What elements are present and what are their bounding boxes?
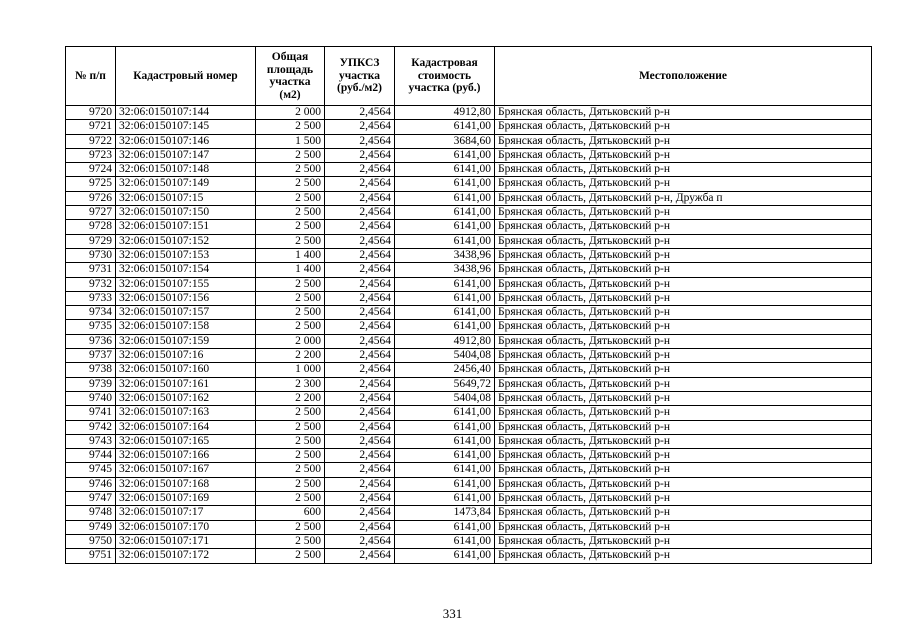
cell-area: 2 500 <box>256 449 325 463</box>
cell-location: Брянская область, Дятьковский р-н <box>495 277 872 291</box>
cell-cadastral-number: 32:06:0150107:164 <box>116 420 256 434</box>
cell-cadastral-number: 32:06:0150107:168 <box>116 477 256 491</box>
cell-num: 9742 <box>66 420 116 434</box>
table-row <box>66 406 872 420</box>
cell-area: 1 000 <box>256 363 325 377</box>
cell-area: 2 500 <box>256 477 325 491</box>
cell-location: Брянская область, Дятьковский р-н <box>495 420 872 434</box>
cell-num: 9732 <box>66 277 116 291</box>
cell-upksz: 2,4564 <box>325 449 395 463</box>
cell-area: 2 000 <box>256 106 325 120</box>
table-row <box>66 234 872 248</box>
cell-area: 2 200 <box>256 391 325 405</box>
cell-upksz: 2,4564 <box>325 206 395 220</box>
cell-num: 9723 <box>66 148 116 162</box>
cell-location: Брянская область, Дятьковский р-н <box>495 377 872 391</box>
cell-location: Брянская область, Дятьковский р-н <box>495 334 872 348</box>
cell-area: 2 500 <box>256 220 325 234</box>
cell-cadastral-value: 6141,00 <box>395 220 495 234</box>
cell-cadastral-value: 6141,00 <box>395 234 495 248</box>
cell-location: Брянская область, Дятьковский р-н <box>495 177 872 191</box>
cell-num: 9748 <box>66 506 116 520</box>
cell-cadastral-value: 6141,00 <box>395 434 495 448</box>
cell-cadastral-number: 32:06:0150107:147 <box>116 148 256 162</box>
cell-upksz: 2,4564 <box>325 434 395 448</box>
table-row <box>66 291 872 305</box>
table-row <box>66 534 872 548</box>
table-row <box>66 420 872 434</box>
cell-area: 2 500 <box>256 234 325 248</box>
cell-cadastral-number: 32:06:0150107:154 <box>116 263 256 277</box>
cell-area: 2 300 <box>256 377 325 391</box>
cell-cadastral-value: 6141,00 <box>395 120 495 134</box>
cell-location: Брянская область, Дятьковский р-н <box>495 163 872 177</box>
cell-upksz: 2,4564 <box>325 148 395 162</box>
table-row <box>66 106 872 120</box>
cell-cadastral-value: 6141,00 <box>395 163 495 177</box>
cell-area: 2 500 <box>256 191 325 205</box>
cell-area: 2 500 <box>256 406 325 420</box>
cell-location: Брянская область, Дятьковский р-н <box>495 492 872 506</box>
cell-upksz: 2,4564 <box>325 306 395 320</box>
cell-location: Брянская область, Дятьковский р-н <box>495 391 872 405</box>
cell-location: Брянская область, Дятьковский р-н <box>495 206 872 220</box>
cell-cadastral-value: 6141,00 <box>395 449 495 463</box>
cell-area: 2 500 <box>256 534 325 548</box>
cell-num: 9749 <box>66 520 116 534</box>
cell-upksz: 2,4564 <box>325 420 395 434</box>
cell-num: 9731 <box>66 263 116 277</box>
cell-cadastral-number: 32:06:0150107:149 <box>116 177 256 191</box>
table-row <box>66 134 872 148</box>
cell-cadastral-number: 32:06:0150107:172 <box>116 549 256 563</box>
cell-upksz: 2,4564 <box>325 377 395 391</box>
cell-cadastral-value: 6141,00 <box>395 291 495 305</box>
cell-location: Брянская область, Дятьковский р-н <box>495 477 872 491</box>
cell-cadastral-number: 32:06:0150107:157 <box>116 306 256 320</box>
cell-area: 2 500 <box>256 434 325 448</box>
cell-upksz: 2,4564 <box>325 349 395 363</box>
cell-cadastral-value: 6141,00 <box>395 492 495 506</box>
table-row <box>66 477 872 491</box>
cell-cadastral-value: 3438,96 <box>395 248 495 262</box>
cell-num: 9747 <box>66 492 116 506</box>
cell-area: 2 500 <box>256 492 325 506</box>
table-row <box>66 363 872 377</box>
cell-cadastral-number: 32:06:0150107:17 <box>116 506 256 520</box>
table-header-row <box>66 47 872 106</box>
cell-num: 9751 <box>66 549 116 563</box>
cell-cadastral-value: 2456,40 <box>395 363 495 377</box>
cell-cadastral-number: 32:06:0150107:171 <box>116 534 256 548</box>
cell-num: 9746 <box>66 477 116 491</box>
table-row <box>66 391 872 405</box>
cell-num: 9736 <box>66 334 116 348</box>
cell-upksz: 2,4564 <box>325 277 395 291</box>
cell-location: Брянская область, Дятьковский р-н <box>495 434 872 448</box>
cell-cadastral-number: 32:06:0150107:159 <box>116 334 256 348</box>
cell-cadastral-value: 6141,00 <box>395 206 495 220</box>
cell-cadastral-value: 6141,00 <box>395 463 495 477</box>
table-row <box>66 349 872 363</box>
table-row <box>66 220 872 234</box>
cell-cadastral-number: 32:06:0150107:167 <box>116 463 256 477</box>
cell-area: 600 <box>256 506 325 520</box>
table-row <box>66 148 872 162</box>
cell-upksz: 2,4564 <box>325 291 395 305</box>
cell-num: 9745 <box>66 463 116 477</box>
table-row <box>66 492 872 506</box>
cell-cadastral-number: 32:06:0150107:156 <box>116 291 256 305</box>
cell-upksz: 2,4564 <box>325 506 395 520</box>
cell-cadastral-number: 32:06:0150107:165 <box>116 434 256 448</box>
cell-num: 9740 <box>66 391 116 405</box>
cell-upksz: 2,4564 <box>325 534 395 548</box>
cell-area: 2 500 <box>256 120 325 134</box>
cell-upksz: 2,4564 <box>325 334 395 348</box>
cell-upksz: 2,4564 <box>325 248 395 262</box>
cell-cadastral-value: 5404,08 <box>395 349 495 363</box>
table-row <box>66 306 872 320</box>
header-cadastral-number: Кадастровый номер <box>116 47 256 106</box>
cell-cadastral-value: 6141,00 <box>395 148 495 162</box>
header-num: № п/п <box>66 47 116 106</box>
table-row <box>66 463 872 477</box>
table-row <box>66 120 872 134</box>
cell-area: 2 200 <box>256 349 325 363</box>
cell-upksz: 2,4564 <box>325 106 395 120</box>
cell-cadastral-number: 32:06:0150107:145 <box>116 120 256 134</box>
cell-cadastral-number: 32:06:0150107:155 <box>116 277 256 291</box>
table-row <box>66 206 872 220</box>
table-row <box>66 263 872 277</box>
cell-cadastral-number: 32:06:0150107:166 <box>116 449 256 463</box>
cell-location: Брянская область, Дятьковский р-н <box>495 534 872 548</box>
cell-area: 2 500 <box>256 163 325 177</box>
cell-area: 2 500 <box>256 277 325 291</box>
cell-upksz: 2,4564 <box>325 406 395 420</box>
table-row <box>66 163 872 177</box>
cell-location: Брянская область, Дятьковский р-н <box>495 320 872 334</box>
cell-cadastral-number: 32:06:0150107:153 <box>116 248 256 262</box>
cell-cadastral-value: 6141,00 <box>395 477 495 491</box>
cell-num: 9721 <box>66 120 116 134</box>
cell-area: 2 500 <box>256 206 325 220</box>
cell-upksz: 2,4564 <box>325 520 395 534</box>
cell-upksz: 2,4564 <box>325 177 395 191</box>
table-row <box>66 549 872 563</box>
cell-area: 2 500 <box>256 306 325 320</box>
cell-location: Брянская область, Дятьковский р-н <box>495 263 872 277</box>
cell-cadastral-number: 32:06:0150107:150 <box>116 206 256 220</box>
cell-num: 9750 <box>66 534 116 548</box>
cell-upksz: 2,4564 <box>325 477 395 491</box>
cell-num: 9735 <box>66 320 116 334</box>
cell-cadastral-number: 32:06:0150107:158 <box>116 320 256 334</box>
cell-cadastral-number: 32:06:0150107:161 <box>116 377 256 391</box>
table-row <box>66 191 872 205</box>
cell-upksz: 2,4564 <box>325 120 395 134</box>
cell-num: 9743 <box>66 434 116 448</box>
table-row <box>66 334 872 348</box>
cell-cadastral-number: 32:06:0150107:170 <box>116 520 256 534</box>
cell-location: Брянская область, Дятьковский р-н, Дружба п <box>495 191 872 205</box>
cell-cadastral-value: 6141,00 <box>395 534 495 548</box>
cell-cadastral-value: 6141,00 <box>395 520 495 534</box>
table-row <box>66 520 872 534</box>
cell-cadastral-value: 5404,08 <box>395 391 495 405</box>
cell-upksz: 2,4564 <box>325 363 395 377</box>
cell-cadastral-number: 32:06:0150107:160 <box>116 363 256 377</box>
table-row <box>66 320 872 334</box>
cell-cadastral-value: 6141,00 <box>395 406 495 420</box>
cell-location: Брянская область, Дятьковский р-н <box>495 220 872 234</box>
cell-cadastral-number: 32:06:0150107:152 <box>116 234 256 248</box>
cell-area: 2 500 <box>256 320 325 334</box>
cell-cadastral-value: 6141,00 <box>395 420 495 434</box>
cell-cadastral-value: 5649,72 <box>395 377 495 391</box>
header-upksz: УПКСЗ участка (руб./м2) <box>325 47 395 106</box>
cell-num: 9720 <box>66 106 116 120</box>
cell-upksz: 2,4564 <box>325 391 395 405</box>
cell-location: Брянская область, Дятьковский р-н <box>495 520 872 534</box>
table-row <box>66 377 872 391</box>
cell-upksz: 2,4564 <box>325 234 395 248</box>
header-cadastral-value: Кадастровая стоимость участка (руб.) <box>395 47 495 106</box>
cell-area: 2 500 <box>256 463 325 477</box>
cell-location: Брянская область, Дятьковский р-н <box>495 349 872 363</box>
cell-upksz: 2,4564 <box>325 134 395 148</box>
cell-location: Брянская область, Дятьковский р-н <box>495 148 872 162</box>
cell-upksz: 2,4564 <box>325 492 395 506</box>
cell-cadastral-value: 3684,60 <box>395 134 495 148</box>
cell-cadastral-value: 4912,80 <box>395 334 495 348</box>
header-area: Общая площадь участка (м2) <box>256 47 325 106</box>
cell-cadastral-value: 6141,00 <box>395 191 495 205</box>
cell-location: Брянская область, Дятьковский р-н <box>495 120 872 134</box>
cell-location: Брянская область, Дятьковский р-н <box>495 248 872 262</box>
cell-num: 9722 <box>66 134 116 148</box>
cell-num: 9727 <box>66 206 116 220</box>
cell-num: 9725 <box>66 177 116 191</box>
cell-cadastral-number: 32:06:0150107:151 <box>116 220 256 234</box>
cell-num: 9728 <box>66 220 116 234</box>
cell-location: Брянская область, Дятьковский р-н <box>495 506 872 520</box>
cell-num: 9741 <box>66 406 116 420</box>
cell-cadastral-value: 3438,96 <box>395 263 495 277</box>
cell-cadastral-number: 32:06:0150107:16 <box>116 349 256 363</box>
cell-area: 2 500 <box>256 291 325 305</box>
cell-cadastral-number: 32:06:0150107:163 <box>116 406 256 420</box>
cell-cadastral-number: 32:06:0150107:15 <box>116 191 256 205</box>
cell-cadastral-number: 32:06:0150107:146 <box>116 134 256 148</box>
cell-upksz: 2,4564 <box>325 191 395 205</box>
cell-location: Брянская область, Дятьковский р-н <box>495 363 872 377</box>
page-number: 331 <box>442 606 463 621</box>
cell-upksz: 2,4564 <box>325 549 395 563</box>
cell-num: 9730 <box>66 248 116 262</box>
cell-area: 2 000 <box>256 334 325 348</box>
table-row <box>66 506 872 520</box>
cell-cadastral-value: 6141,00 <box>395 320 495 334</box>
cell-num: 9737 <box>66 349 116 363</box>
table-body <box>66 106 872 564</box>
cell-upksz: 2,4564 <box>325 463 395 477</box>
cell-cadastral-number: 32:06:0150107:169 <box>116 492 256 506</box>
cell-location: Брянская область, Дятьковский р-н <box>495 234 872 248</box>
cell-area: 2 500 <box>256 177 325 191</box>
cell-cadastral-number: 32:06:0150107:162 <box>116 391 256 405</box>
cell-location: Брянская область, Дятьковский р-н <box>495 406 872 420</box>
cell-num: 9734 <box>66 306 116 320</box>
cell-location: Брянская область, Дятьковский р-н <box>495 291 872 305</box>
cell-num: 9733 <box>66 291 116 305</box>
cell-upksz: 2,4564 <box>325 320 395 334</box>
cell-num: 9739 <box>66 377 116 391</box>
cell-cadastral-value: 4912,80 <box>395 106 495 120</box>
cell-upksz: 2,4564 <box>325 220 395 234</box>
cell-location: Брянская область, Дятьковский р-н <box>495 306 872 320</box>
cell-num: 9729 <box>66 234 116 248</box>
cell-area: 2 500 <box>256 148 325 162</box>
cell-cadastral-number: 32:06:0150107:144 <box>116 106 256 120</box>
cell-area: 2 500 <box>256 549 325 563</box>
cell-area: 2 500 <box>256 520 325 534</box>
cell-location: Брянская область, Дятьковский р-н <box>495 463 872 477</box>
cell-cadastral-value: 6141,00 <box>395 277 495 291</box>
cadastral-value-table <box>65 46 872 564</box>
cell-cadastral-value: 6141,00 <box>395 177 495 191</box>
table-row <box>66 277 872 291</box>
cell-area: 1 400 <box>256 248 325 262</box>
cell-num: 9724 <box>66 163 116 177</box>
cell-cadastral-value: 6141,00 <box>395 306 495 320</box>
cell-cadastral-value: 1473,84 <box>395 506 495 520</box>
table-row <box>66 449 872 463</box>
header-location: Местоположение <box>495 47 872 106</box>
cell-cadastral-value: 6141,00 <box>395 549 495 563</box>
cell-location: Брянская область, Дятьковский р-н <box>495 106 872 120</box>
cell-upksz: 2,4564 <box>325 263 395 277</box>
table-row <box>66 434 872 448</box>
cell-cadastral-number: 32:06:0150107:148 <box>116 163 256 177</box>
cell-location: Брянская область, Дятьковский р-н <box>495 134 872 148</box>
cell-area: 1 400 <box>256 263 325 277</box>
cell-location: Брянская область, Дятьковский р-н <box>495 549 872 563</box>
cell-area: 1 500 <box>256 134 325 148</box>
cell-num: 9738 <box>66 363 116 377</box>
cell-upksz: 2,4564 <box>325 163 395 177</box>
cell-area: 2 500 <box>256 420 325 434</box>
table-row <box>66 177 872 191</box>
cell-location: Брянская область, Дятьковский р-н <box>495 449 872 463</box>
cell-num: 9744 <box>66 449 116 463</box>
cell-num: 9726 <box>66 191 116 205</box>
table-row <box>66 248 872 262</box>
